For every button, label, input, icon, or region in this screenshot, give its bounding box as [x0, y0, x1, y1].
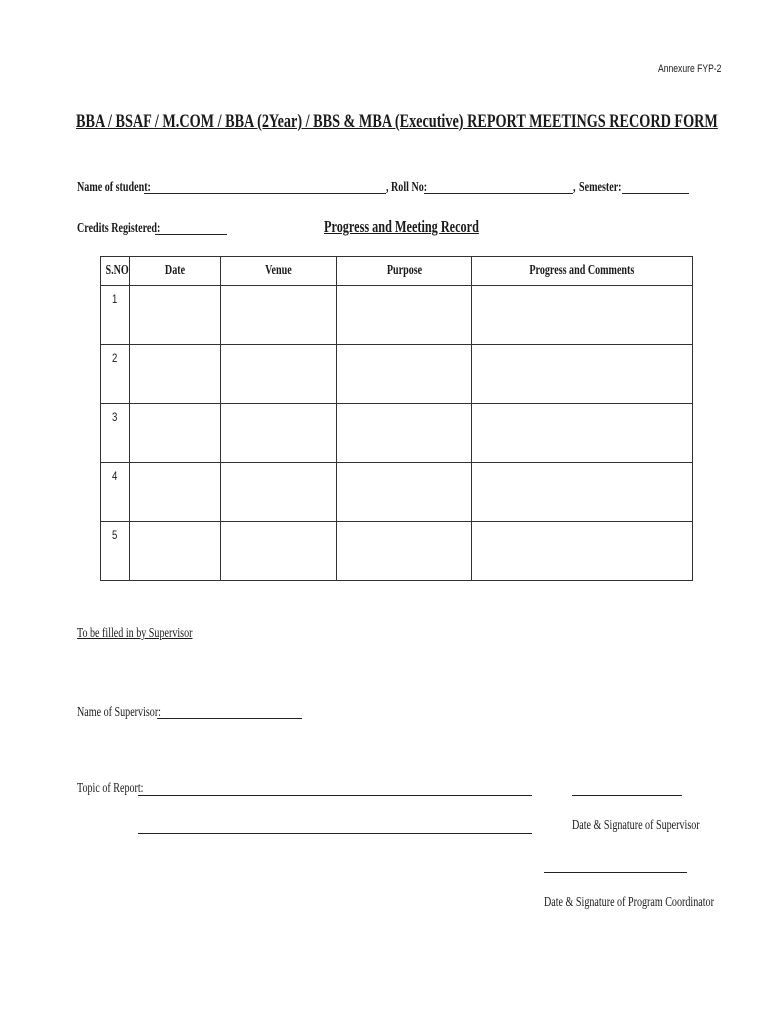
table-row [101, 463, 693, 522]
supervisor-name-label: Name of Supervisor: [77, 705, 161, 720]
col-header-sno: S.NO [101, 257, 130, 286]
progress-meeting-title: Progress and Meeting Record [324, 217, 479, 236]
progress-comments-cell[interactable] [472, 404, 693, 463]
coordinator-signature-label: Date & Signature of Program Coordinator [544, 895, 714, 910]
student-name-label: Name of student: [77, 180, 151, 195]
semester-label: Semester: [579, 180, 622, 195]
roll-separator: , [573, 180, 576, 195]
credits-field[interactable] [155, 234, 227, 235]
supervisor-name-field[interactable] [157, 718, 302, 719]
name-separator: , [386, 180, 389, 195]
form-title: BBA / BSAF / M.COM / BBA (2Year) / BBS & MBA (Executive) REPORT MEETINGS RECORD FORM [76, 111, 718, 132]
roll-no-label: Roll No: [391, 180, 428, 195]
table-row [101, 286, 693, 345]
date-cell[interactable] [130, 286, 221, 345]
col-header-progress-comments: Progress and Comments [472, 257, 693, 286]
supervisor-signature-label: Date & Signature of Supervisor [572, 818, 700, 833]
venue-cell[interactable] [221, 286, 337, 345]
sno-cell: 4 [101, 463, 130, 522]
table-header-row [101, 257, 693, 286]
supervisor-signature-line[interactable] [572, 795, 682, 796]
sno-cell: 3 [101, 404, 130, 463]
date-cell[interactable] [130, 522, 221, 581]
report-topic-label: Topic of Report: [77, 781, 144, 796]
date-cell[interactable] [130, 345, 221, 404]
roll-no-field[interactable] [424, 193, 573, 194]
col-header-date: Date [130, 257, 221, 286]
date-cell[interactable] [130, 463, 221, 522]
progress-comments-cell[interactable] [472, 463, 693, 522]
progress-comments-cell[interactable] [472, 522, 693, 581]
sno-cell: 5 [101, 522, 130, 581]
venue-cell[interactable] [221, 463, 337, 522]
supervisor-section-heading: To be filled in by Supervisor [77, 626, 193, 641]
annexure-label: Annexure FYP-2 [658, 63, 722, 75]
venue-cell[interactable] [221, 522, 337, 581]
coordinator-signature-line[interactable] [544, 872, 687, 873]
venue-cell[interactable] [221, 345, 337, 404]
table-row [101, 345, 693, 404]
progress-comments-cell[interactable] [472, 286, 693, 345]
table-row [101, 522, 693, 581]
purpose-cell[interactable] [337, 463, 472, 522]
col-header-purpose: Purpose [337, 257, 472, 286]
venue-cell[interactable] [221, 404, 337, 463]
purpose-cell[interactable] [337, 286, 472, 345]
sno-cell: 1 [101, 286, 130, 345]
credits-label: Credits Registered: [77, 221, 161, 236]
meeting-record-table [100, 256, 693, 581]
table-row [101, 404, 693, 463]
purpose-cell[interactable] [337, 404, 472, 463]
date-cell[interactable] [130, 404, 221, 463]
sno-cell: 2 [101, 345, 130, 404]
report-topic-field[interactable] [138, 795, 532, 796]
semester-field[interactable] [622, 193, 689, 194]
purpose-cell[interactable] [337, 345, 472, 404]
student-name-field[interactable] [144, 193, 386, 194]
col-header-venue: Venue [221, 257, 337, 286]
progress-comments-cell[interactable] [472, 345, 693, 404]
report-topic-field-line-2[interactable] [138, 833, 532, 834]
purpose-cell[interactable] [337, 522, 472, 581]
